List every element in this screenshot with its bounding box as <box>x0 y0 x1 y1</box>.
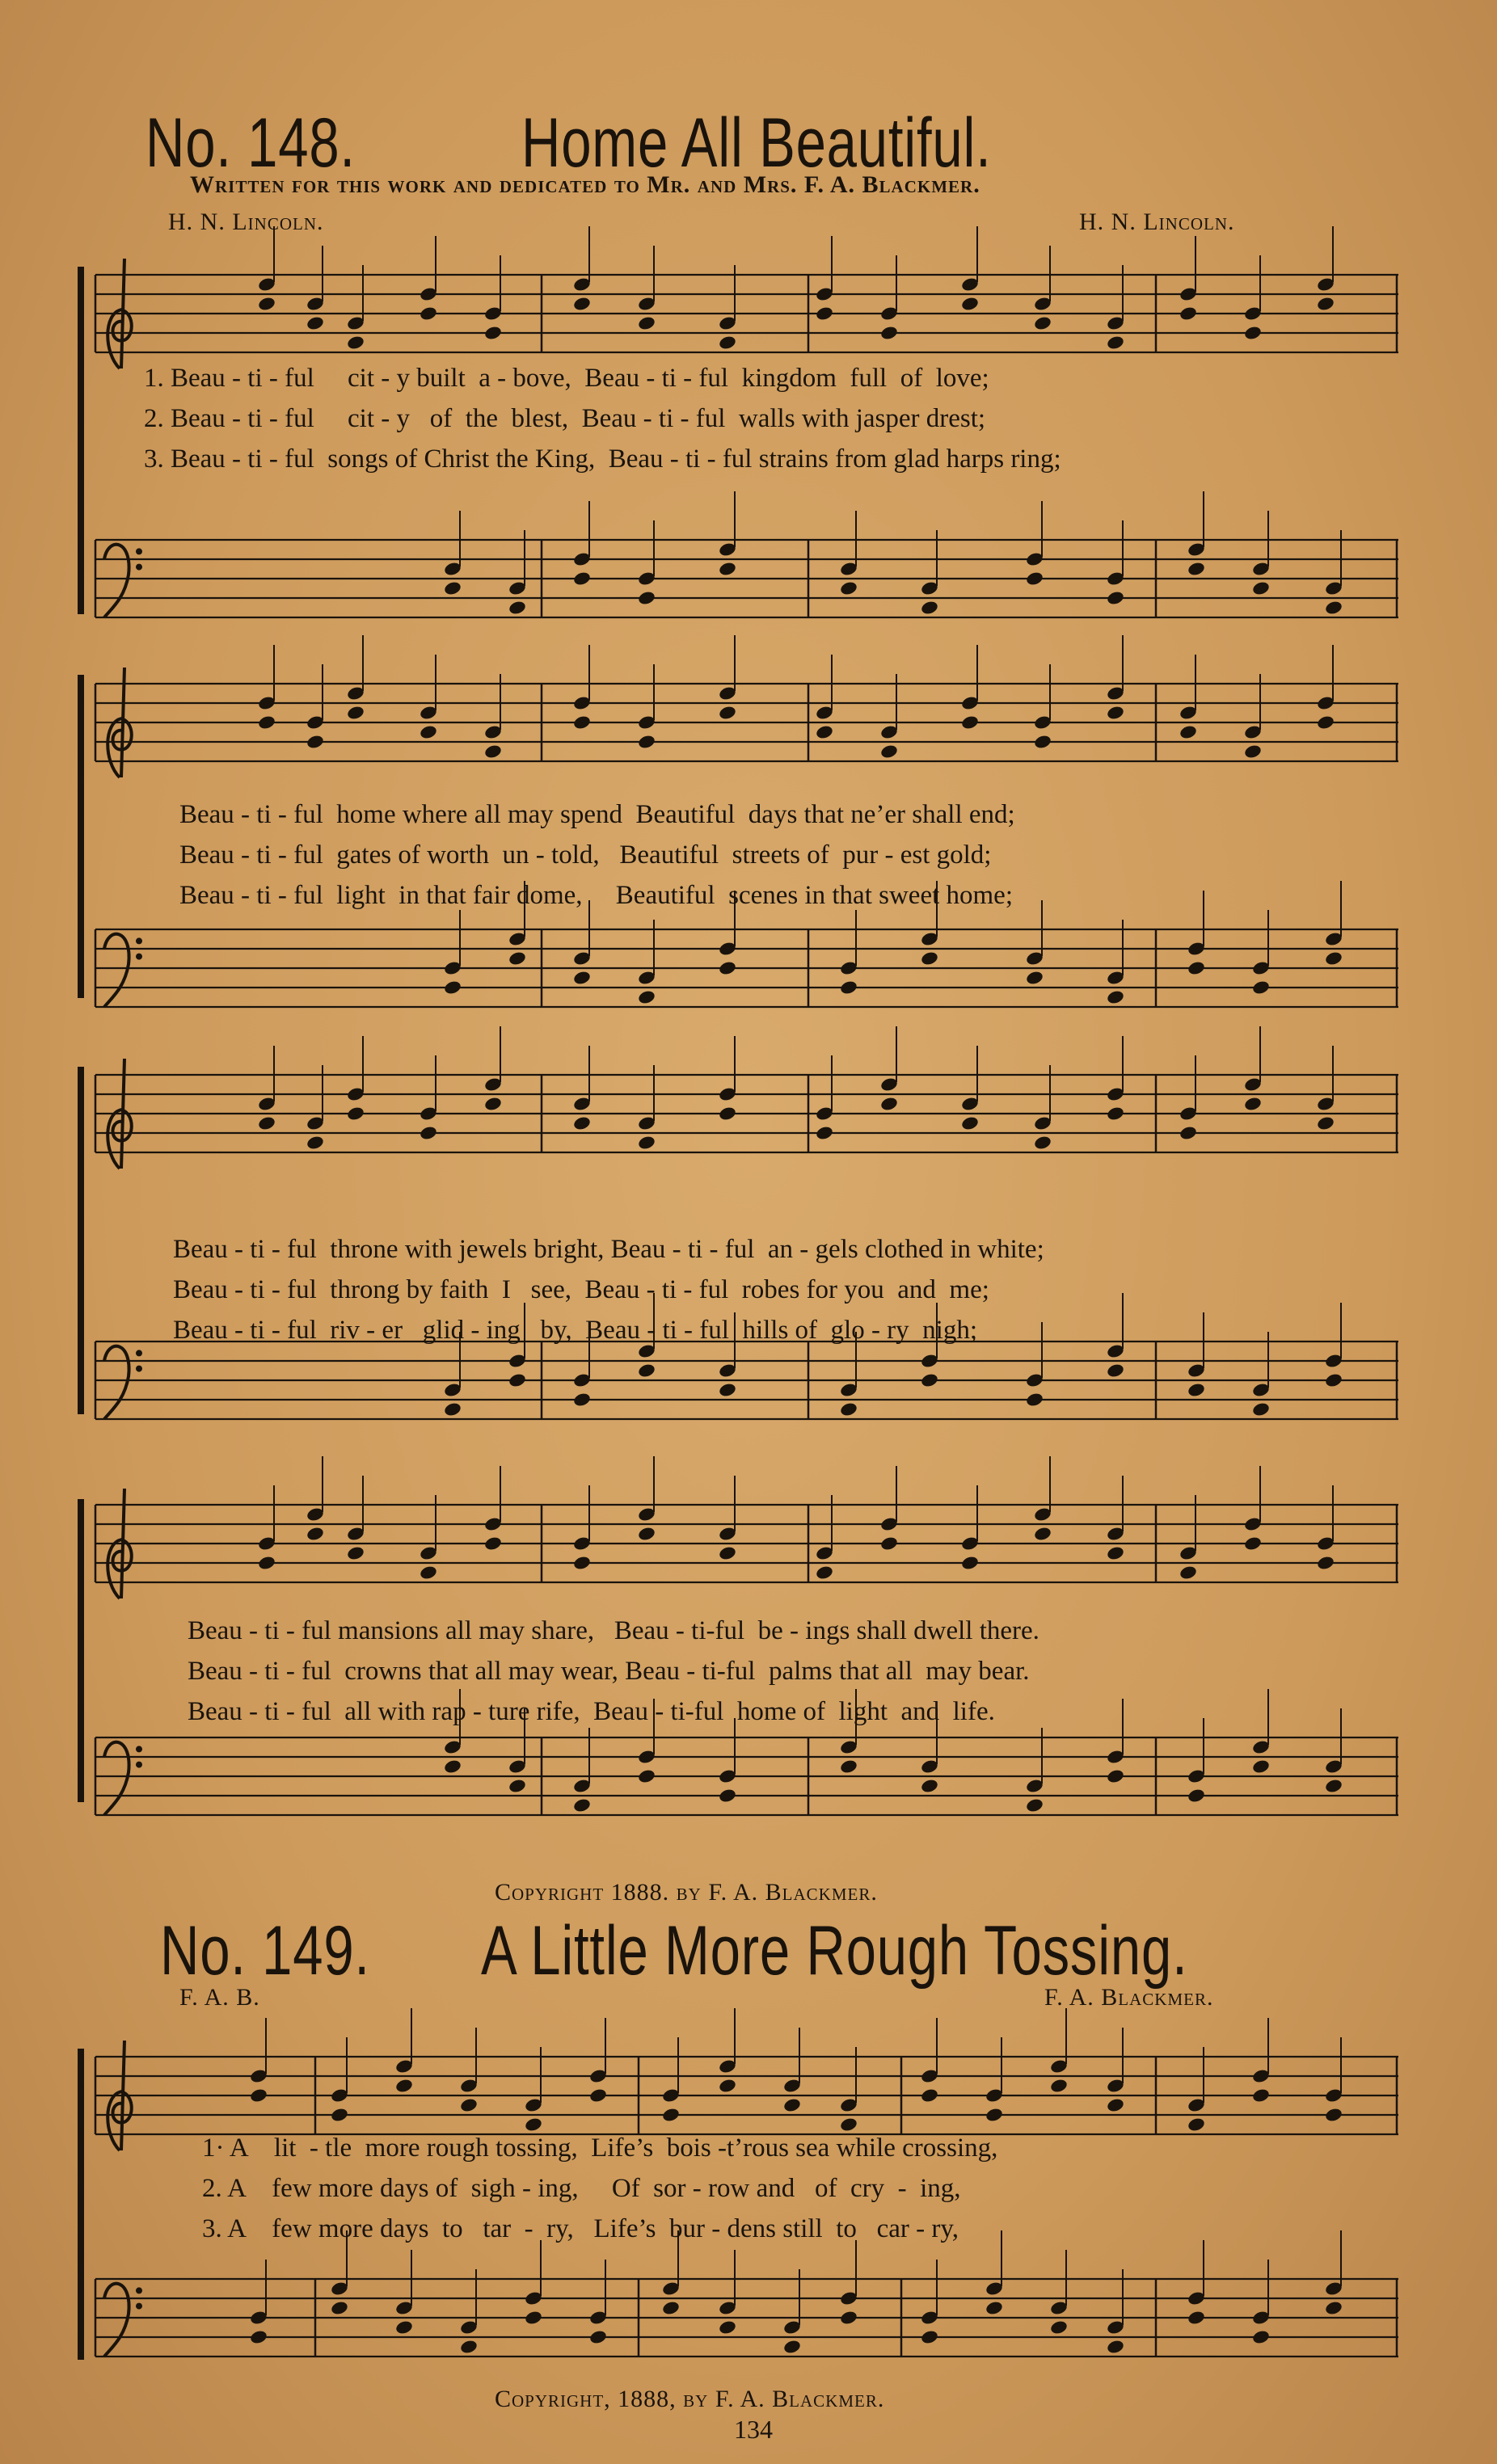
hymn-149-verse-3-line-1: 3. A few more days to tar - ry, Life’s bur - dens still to car - ry, <box>202 2214 959 2243</box>
hymn-148-treble-staff-2 <box>95 684 1398 761</box>
page-number: 134 <box>734 2415 773 2444</box>
hymn-148-verse-1-line-1: 1. Beau - ti - ful cit - y built a - bove, Beau - ti - ful kingdom full of love; <box>144 364 989 393</box>
hymn-148-title: Home All Beautiful. <box>521 104 992 182</box>
hymn-148-verse-2-line-3: Beau - ti - ful throng by faith I see, Beau - ti - ful robes for you and me; <box>173 1275 989 1304</box>
hymn-148-treble-staff-4 <box>95 1505 1398 1582</box>
hymn-148-words-by: H. N. Lincoln. <box>168 208 324 235</box>
hymn-148-verse-1-line-2: Beau - ti - ful home where all may spend Beautiful days that ne’er shall end; <box>179 800 1015 829</box>
hymn-148-verse-2-line-2: Beau - ti - ful gates of worth un - told, Beautiful streets of pur - est gold; <box>179 840 992 870</box>
hymn-149-words-by: F. A. B. <box>179 1984 260 2011</box>
hymn-148-treble-staff-1 <box>95 275 1398 352</box>
hymn-148-verse-2-line-1: 2. Beau - ti - ful cit - y of the blest, Beau - ti - ful walls with jasper drest; <box>144 404 986 433</box>
hymn-148-dedication: Written for this work and dedicated to Mr. and Mrs. F. A. Blackmer. <box>190 171 980 198</box>
hymn-148-verse-3-line-3: Beau - ti - ful riv - er glid - ing by, Beau - ti - ful hills of glo - ry nigh; <box>173 1316 978 1345</box>
hymn-148-verse-3-line-1: 3. Beau - ti - ful songs of Christ the King, Beau - ti - ful strains from glad harps ring; <box>144 444 1061 474</box>
hymn-148-verse-3-line-2: Beau - ti - ful light in that fair dome, Beautiful scenes in that sweet home; <box>179 881 1013 910</box>
hymn-148-verse-1-line-4: Beau - ti - ful mansions all may share, Beau - ti-ful be - ings shall dwell there. <box>188 1616 1039 1645</box>
hymn-148-copyright: Copyright 1888. by F. A. Blackmer. <box>495 1879 878 1906</box>
hymn-149-copyright: Copyright, 1888, by F. A. Blackmer. <box>495 2386 885 2412</box>
hymn-149-verse-2-line-1: 2. A few more days of sigh - ing, Of sor - row and of cry - ing, <box>202 2174 961 2203</box>
hymn-148-music-by: H. N. Lincoln. <box>1079 208 1235 235</box>
hymn-149-verse-1-line-1: 1· A lit - tle more rough tossing, Life’s bois -t’rous sea while crossing, <box>202 2133 998 2163</box>
hymn-148-verse-1-line-3: Beau - ti - ful throne with jewels bright, Beau - ti - ful an - gels clothed in white; <box>173 1235 1044 1264</box>
hymn-149-title: A Little More Rough Tossing. <box>481 1912 1188 1990</box>
hymn-148-number: No. 148. <box>145 104 356 182</box>
hymn-148-treble-staff-3 <box>95 1075 1398 1152</box>
hymn-148-verse-2-line-4: Beau - ti - ful crowns that all may wear, Beau - ti-ful palms that all may bear. <box>188 1657 1030 1686</box>
hymn-149-number: No. 149. <box>160 1912 370 1990</box>
hymn-148-verse-3-line-4: Beau - ti - ful all with rap - ture rife, Beau - ti-ful home of light and life. <box>188 1697 995 1726</box>
hymn-149-music-by: F. A. Blackmer. <box>1044 1984 1214 2011</box>
